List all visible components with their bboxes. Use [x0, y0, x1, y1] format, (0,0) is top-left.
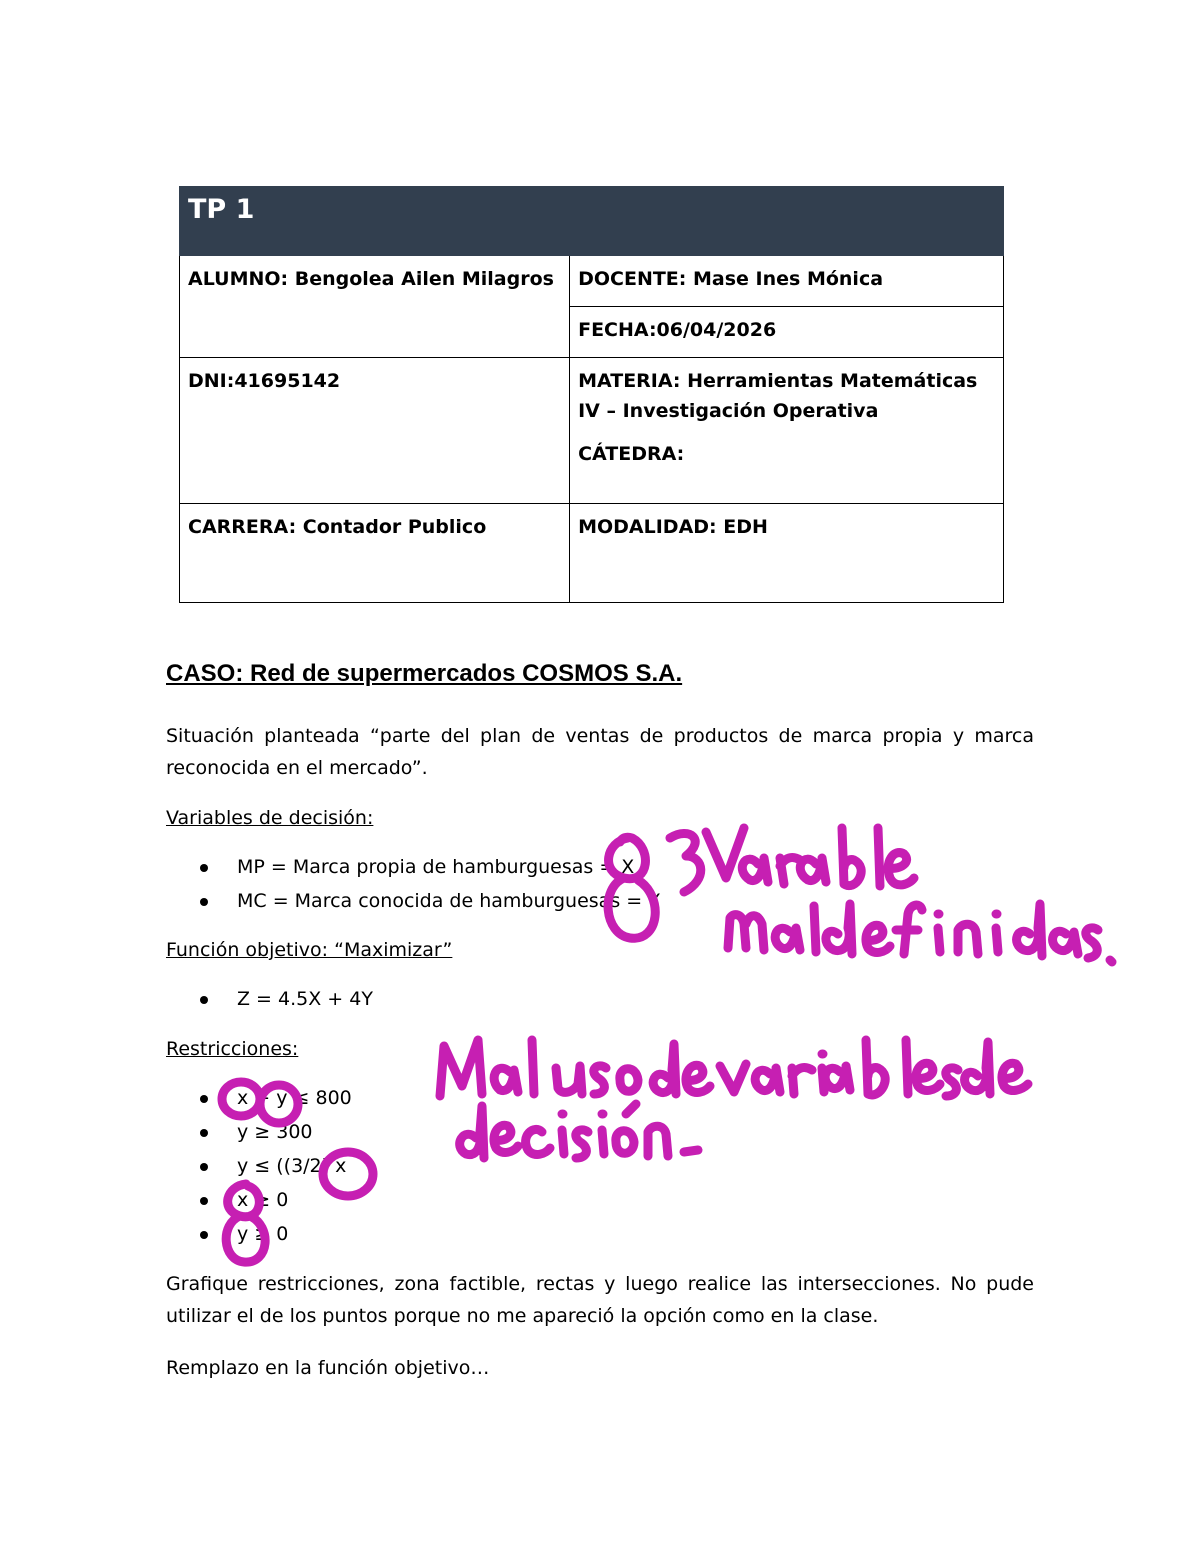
fecha-cell	[570, 307, 1004, 358]
modalidad-text: MODALIDAD: EDH	[578, 516, 768, 538]
bullet-icon	[200, 1095, 208, 1103]
list-item-text: MC = Marca conocida de hamburguesas = Y	[237, 890, 660, 912]
materia-cell	[570, 358, 1004, 504]
list-item	[196, 982, 373, 1016]
graph-paragraph: Grafique restricciones, zona factible, rectas y luego realice las intersecciones. No pude utilizar el de los puntos porque no me apareció la opción como en la clase.	[166, 1273, 1034, 1327]
list-item	[196, 884, 660, 918]
list-item-text: y ≤ ((3/2) x	[237, 1155, 347, 1177]
bullet-icon	[200, 898, 208, 906]
bullet-icon	[200, 1231, 208, 1239]
list-item	[196, 1183, 352, 1217]
list-item	[196, 850, 660, 884]
restrictions-list	[196, 1081, 352, 1251]
list-item	[196, 1149, 352, 1183]
docente-text: DOCENTE: Mase Ines Mónica	[578, 268, 884, 290]
note-variables-word	[706, 828, 914, 886]
bullet-icon	[200, 996, 208, 1004]
dni-text: DNI:41695142	[188, 370, 341, 392]
docente-cell	[570, 256, 1004, 307]
note-decision	[460, 1104, 698, 1158]
situation-paragraph: Situación planteada “parte del plan de ventas de productos de marca propia y marca reconocida en el mercado”.	[166, 725, 1034, 779]
list-item-text: Z = 4.5X + 4Y	[237, 988, 373, 1010]
alumno-cell	[180, 256, 570, 358]
catedra-text: CÁTEDRA:	[578, 442, 685, 465]
bullet-icon	[200, 864, 208, 872]
dni-cell	[180, 358, 570, 504]
list-item	[196, 1217, 352, 1251]
variables-list	[196, 850, 660, 918]
fecha-text: FECHA:06/04/2026	[578, 319, 777, 341]
alumno-text: ALUMNO: Bengolea Ailen Milagros	[188, 268, 554, 290]
list-item	[196, 1081, 352, 1115]
case-title: CASO: Red de supermercados COSMOS S.A.	[166, 660, 683, 687]
header-table	[179, 186, 1004, 603]
list-item-text: y ≥ 0	[237, 1223, 289, 1245]
replace-paragraph: Remplazo en la función objetivo…	[166, 1357, 490, 1379]
bullet-icon	[200, 1163, 208, 1171]
mark-three	[670, 833, 701, 892]
objective-list	[196, 982, 373, 1016]
materia-text: MATERIA: Herramientas Matemáticas IV – Investigación Operativa	[578, 370, 978, 423]
list-item-text: MP = Marca propia de hamburguesas = X	[237, 856, 635, 878]
list-item	[196, 1115, 352, 1149]
restrictions-heading: Restricciones:	[166, 1038, 299, 1060]
modalidad-cell	[570, 504, 1004, 603]
carrera-text: CARRERA: Contador Publico	[188, 516, 487, 538]
list-item-text: x ≥ 0	[237, 1189, 289, 1211]
objective-heading: Función objetivo: “Maximizar”	[166, 939, 453, 961]
tp-title: TP 1	[180, 187, 1004, 256]
bullet-icon	[200, 1197, 208, 1205]
list-item-text: x + y ≤ 800	[237, 1087, 352, 1109]
list-item-text: y ≥ 300	[237, 1121, 313, 1143]
variables-heading: Variables de decisión:	[166, 807, 374, 829]
carrera-cell	[180, 504, 570, 603]
bullet-icon	[200, 1129, 208, 1137]
